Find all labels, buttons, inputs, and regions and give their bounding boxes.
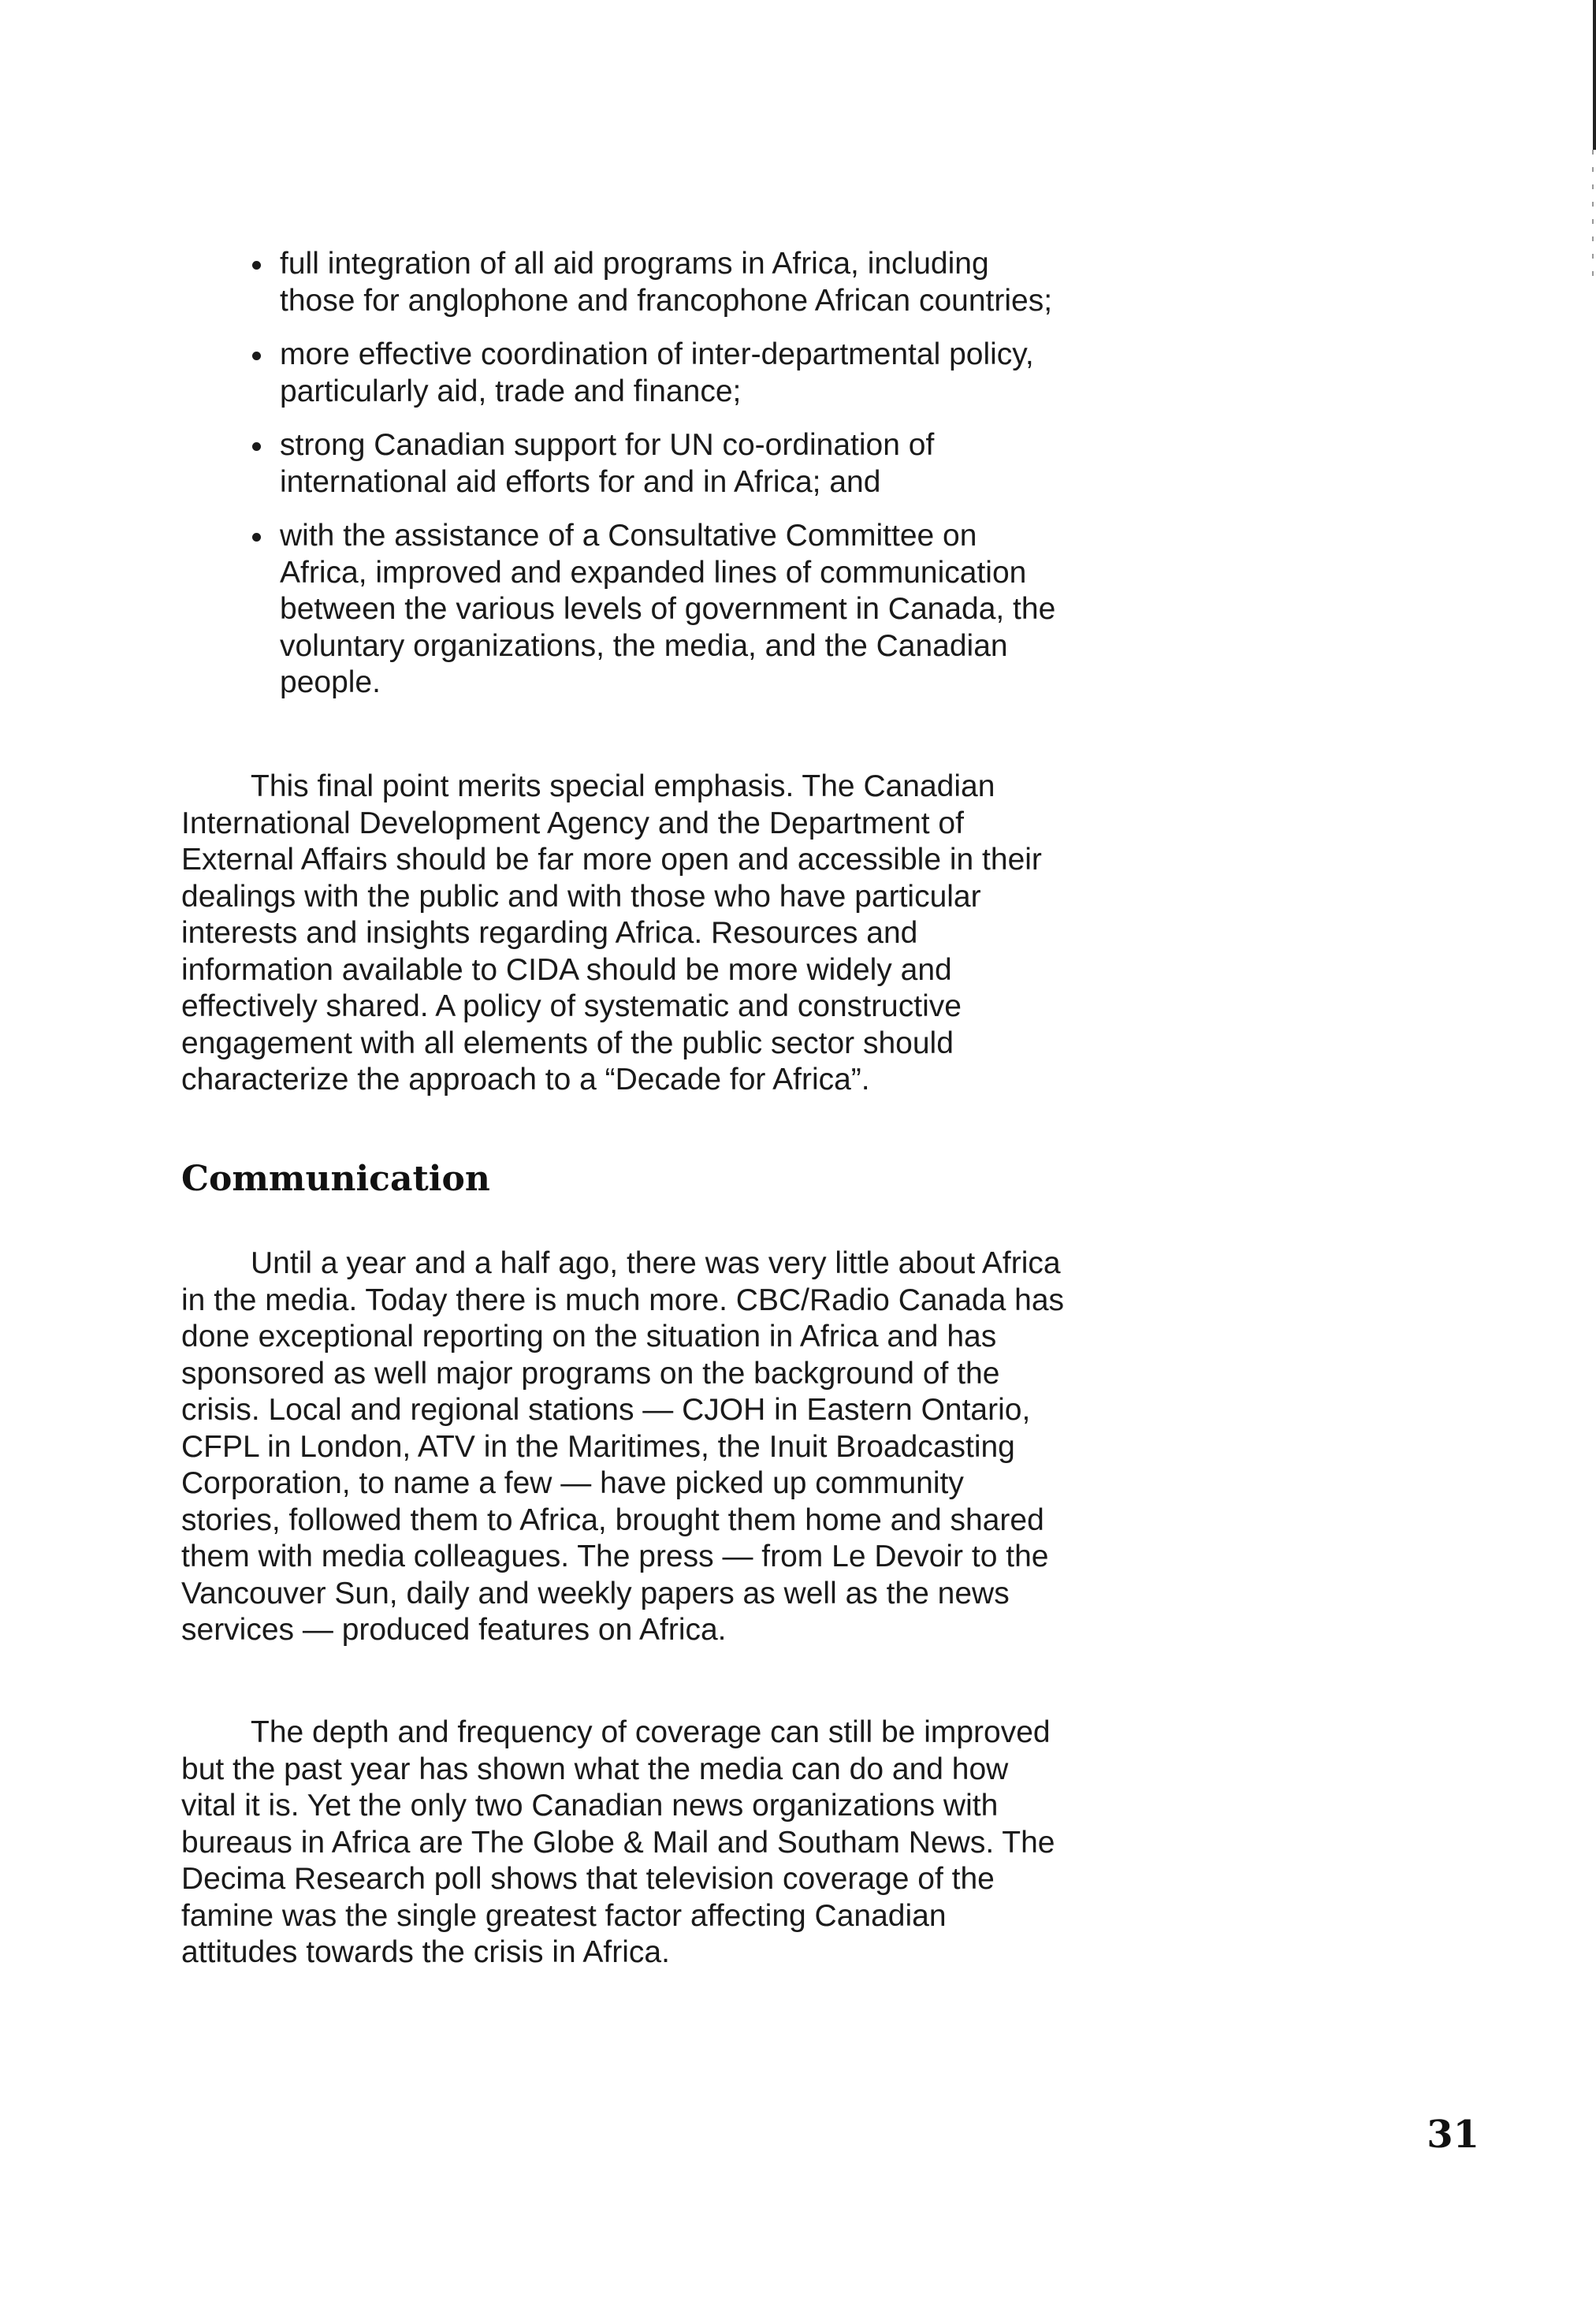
recommendation-list [251, 246, 1066, 719]
bullet-icon [252, 261, 261, 270]
page-number: 31 [1427, 2113, 1479, 2157]
body-paragraph-final-point: This final point merits special emphasis. The Canadian International Development Agency and the Department of External Affairs should be far more open and accessible in their dealings with the public and with those who have particular interests and insights regarding Africa. Resources and information available to CIDA should be more widely and effectively shared. A policy of systematic and constructive engagement with all elements of the public sector should characterize the approach to a “Decade for Africa”. [181, 769, 1042, 1097]
page-edge-line [1593, 0, 1596, 150]
bullet-icon [252, 352, 261, 360]
page-edge-marks [1592, 150, 1594, 284]
list-item [251, 246, 1066, 319]
section-heading: Communication [181, 1159, 490, 1199]
list-item [251, 518, 1066, 702]
list-item-text: more effective coordination of inter-departmental policy, particularly aid, trade and finance; [280, 337, 1034, 408]
list-item-text: strong Canadian support for UN co-ordination of international aid efforts for and in Africa; and [280, 428, 935, 499]
bullet-icon [252, 442, 261, 451]
body-paragraph-coverage: The depth and frequency of coverage can still be improved but the past year has shown what the media can do and how vital it is. Yet the only two Canadian news organizations with bureaus in Africa are The Globe & Mail and Southam News. The Decima Research poll shows that television coverage of the famine was the single greatest factor affecting Canadian attitudes towards the crisis in Africa. [181, 1715, 1055, 1969]
list-item-text: with the assistance of a Consultative Committee on Africa, improved and expanded lines of communication between the various levels of government in Canada, the voluntary organizations, the media, and the Canadian people. [280, 519, 1056, 699]
body-paragraph-media: Until a year and a half ago, there was very little about Africa in the media. Today there is much more. CBC/Radio Canada has done exceptional reporting on the situation in Africa and has sponsored as well major programs on the background of the crisis. Local and regional stations — CJOH in Eastern Ontario, CFPL in London, ATV in the Maritimes, the Inuit Broadcasting Corporation, to name a few — have picked up community stories, followed them to Africa, brought them home and shared them with media colleagues. The press — from Le Devoir to the Vancouver Sun, daily and weekly papers as well as the news services — produced features on Africa. [181, 1246, 1065, 1647]
list-item [251, 337, 1066, 410]
bullet-icon [252, 533, 261, 542]
list-item-text: full integration of all aid programs in Africa, including those for anglophone and francophone African countries; [280, 247, 1053, 318]
list-item [251, 427, 1066, 501]
